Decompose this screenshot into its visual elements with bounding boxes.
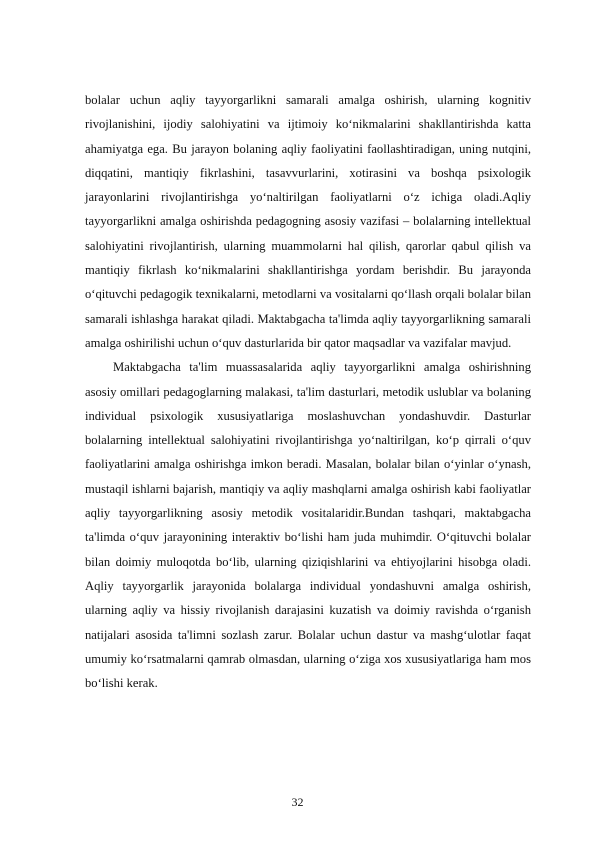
- paragraph-2: Maktabgacha ta'lim muassasalarida aqliy tayyorgarlikni amalga oshirishning asosiy omillari pedagoglarning malakasi, ta'lim dasturlari, metodik uslublar va bolaning individual psixologik xususiyatlariga moslashuvchan yondashuvdir. Dasturlar bolalarning intellektual salohiyatini rivojlantirishga yo‘naltirilgan, ko‘p qirrali o‘quv faoliyatlarini amalga oshirishga imkon beradi. Masalan, bolalar bilan o‘yinlar o‘ynash, mustaqil ishlarni bajarish, mantiqiy va aqliy mashqlarni amalga oshirish kabi faoliyatlar aqliy tayyorgarlikning asosiy metodik vositalaridir.Bundan tashqari, maktabgacha ta'limda o‘quv jarayonining interaktiv bo‘lishi ham juda muhimdir. O‘qituvchi bolalar bilan doimiy muloqotda bo‘lib, ularning qiziqishlarini va ehtiyojlarini hisobga oladi. Aqliy tayyorgarlik jarayonida bolalarga individual yondashuvni amalga oshirish, ularning aqliy va hissiy rivojlanish darajasini kuzatish va doimiy ravishda o‘rganish natijalari asosida ta'limni sozlash zarur. Bolalar uchun dastur va mashg‘ulotlar faqat umumiy ko‘rsatmalarni qamrab olmasdan, ularning o‘ziga xos xususiyatlariga ham mos bo‘lishi kerak.: [85, 360, 531, 691]
- body-text: [85, 88, 531, 695]
- page-number: 32: [291, 795, 304, 809]
- paragraph-1: bolalar uchun aqliy tayyorgarlikni samarali amalga oshirish, ularning kognitiv rivojlanishini, ijodiy salohiyatini va ijtimoiy ko‘nikmalarini shakllantirishda katta ahamiyatga ega. Bu jarayon bolaning aqliy faoliyatini faollashtiradigan, uning nutqini, diqqatini, mantiqiy fikrlashini, tasavvurlarini, xotirasini va boshqa psixologik jarayonlarini rivojlantirishga yo‘naltirilgan faoliyatlarni o‘z ichiga oladi.Aqliy tayyorgarlikni amalga oshirishda pedagogning asosiy vazifasi – bolalarning intellektual salohiyatini rivojlantirish, ularning muammolarni hal qilish, qarorlar qabul qilish va mantiqiy fikrlash ko‘nikmalarini shakllantirishga yordam berishdir. Bu jarayonda o‘qituvchi pedagogik texnikalarni, metodlarni va vositalarni qo‘llash orqali bolalar bilan samarali ishlashga harakat qiladi. Maktabgacha ta'limda aqliy tayyorgarlikning samarali amalga oshirilishi uchun o‘quv dasturlarida bir qator maqsadlar va vazifalar mavjud.: [85, 93, 531, 350]
